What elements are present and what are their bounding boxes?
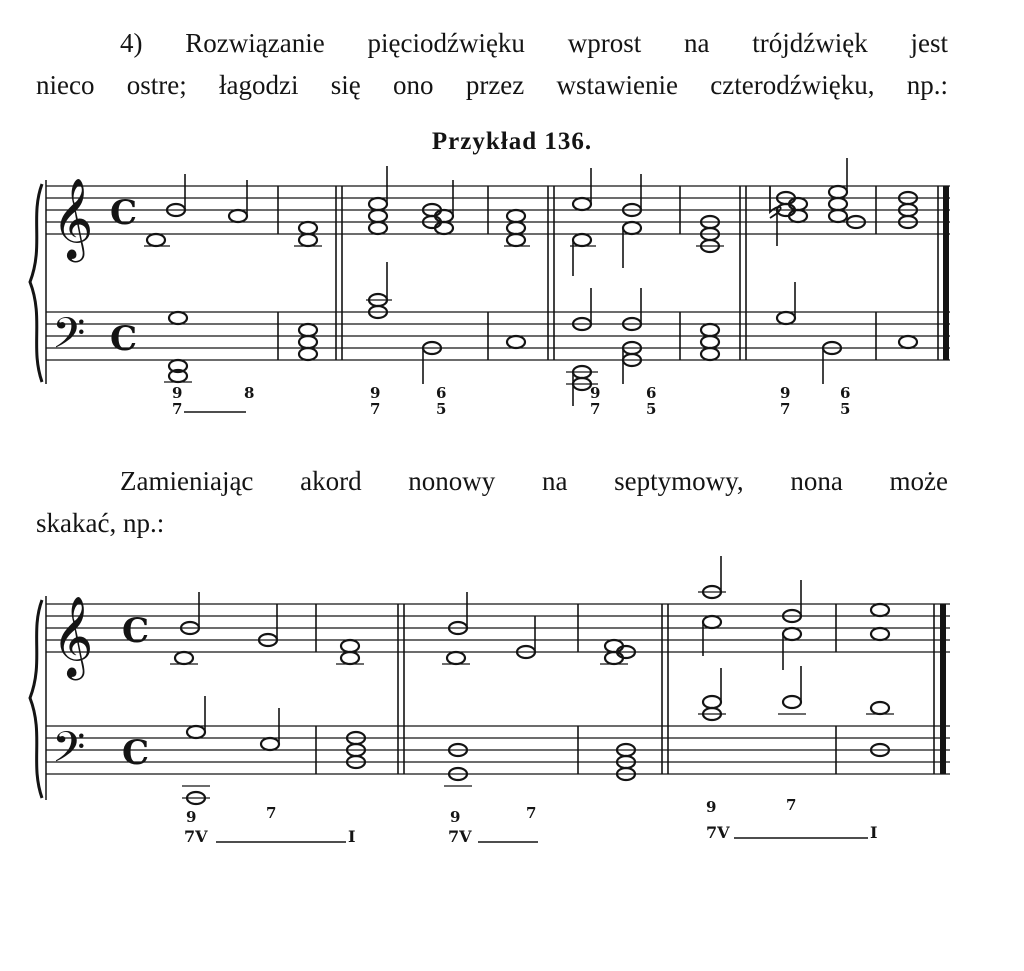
svg-text:9: 9 xyxy=(172,384,183,402)
music-system-example-2 xyxy=(0,552,1024,852)
svg-text:5: 5 xyxy=(840,400,851,418)
svg-text:6: 6 xyxy=(840,384,851,402)
svg-text:I: I xyxy=(348,827,356,846)
example-title: Przykład 136. xyxy=(431,128,593,155)
svg-text:6: 6 xyxy=(436,384,447,402)
svg-text:7: 7 xyxy=(266,804,277,822)
treble-staff xyxy=(46,186,950,234)
bass-clef-icon: 𝄢 xyxy=(52,309,86,369)
svg-text:5: 5 xyxy=(436,400,447,418)
svg-text:7V: 7V xyxy=(448,827,472,846)
svg-text:7V: 7V xyxy=(706,823,730,842)
paragraph-intro xyxy=(36,22,948,106)
time-signature-bass: C xyxy=(122,733,150,773)
time-signature-bass: C xyxy=(110,319,138,359)
bass-staff xyxy=(46,312,950,360)
treble-clef-icon: 𝄞 xyxy=(52,177,94,259)
svg-text:9: 9 xyxy=(450,808,461,826)
svg-text:7: 7 xyxy=(590,400,601,418)
bass-staff xyxy=(46,726,950,774)
stems xyxy=(185,158,847,406)
figured-bass xyxy=(172,384,850,418)
svg-text:9: 9 xyxy=(706,798,717,816)
paragraph-intro-line-1: 4) Rozwiązanie pięciodźwięku wprost na trójdźwięk jest xyxy=(120,28,948,58)
svg-text:5: 5 xyxy=(646,400,657,418)
svg-text:7: 7 xyxy=(172,400,183,418)
svg-text:8: 8 xyxy=(244,384,255,402)
svg-text:6: 6 xyxy=(646,384,657,402)
paragraph-intro-line-2: nieco ostre; łagodzi się ono przez wstawienie czterodźwięku, np.: xyxy=(36,70,948,100)
time-signature-treble: C xyxy=(110,193,138,233)
time-signature-treble: C xyxy=(122,611,150,651)
svg-text:9: 9 xyxy=(370,384,381,402)
brace-icon xyxy=(30,184,42,382)
svg-text:9: 9 xyxy=(186,808,197,826)
treble-clef-icon: 𝄞 xyxy=(52,595,94,677)
svg-text:I: I xyxy=(870,823,878,842)
barlines xyxy=(278,186,938,360)
svg-text:7V: 7V xyxy=(184,827,208,846)
harmonic-analysis xyxy=(184,796,877,846)
svg-text:9: 9 xyxy=(780,384,791,402)
stems xyxy=(199,556,801,744)
music-system-example-136 xyxy=(0,156,1024,426)
svg-text:9: 9 xyxy=(590,384,601,402)
bass-clef-icon: 𝄢 xyxy=(52,723,86,783)
barlines xyxy=(316,604,934,774)
paragraph-nona-line-2: skakać, np.: xyxy=(36,508,165,538)
noteheads xyxy=(175,586,889,804)
brace-icon xyxy=(30,600,42,798)
svg-text:7: 7 xyxy=(526,804,537,822)
paragraph-nona xyxy=(36,460,948,544)
svg-text:7: 7 xyxy=(370,400,381,418)
svg-text:7: 7 xyxy=(780,400,791,418)
paragraph-nona-line-1: Zamieniając akord nonowy na septymowy, nona może xyxy=(120,466,948,496)
svg-text:7: 7 xyxy=(786,796,797,814)
